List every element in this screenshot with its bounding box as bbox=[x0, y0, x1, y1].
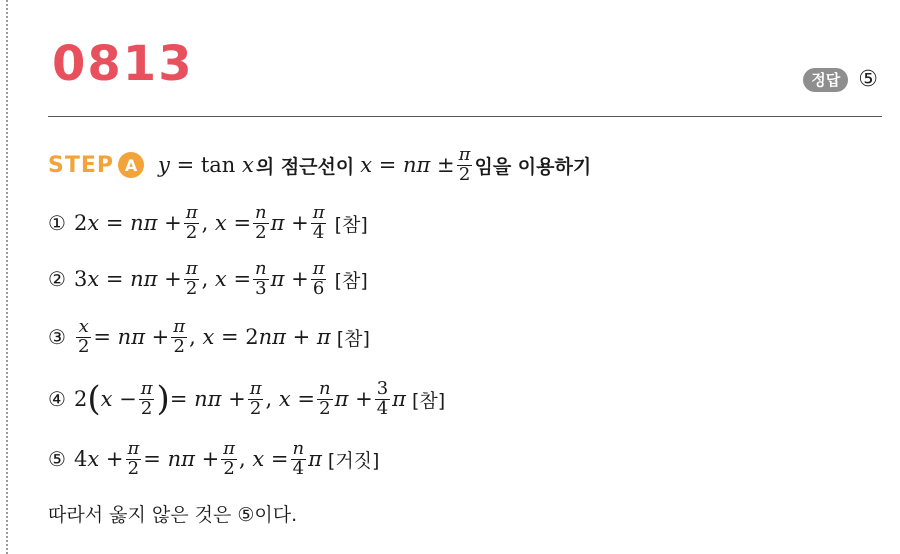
fraction: $\frac{n}{2}$ bbox=[319, 378, 331, 419]
conclusion-text: 따라서 옳지 않은 것은 ⑤이다. bbox=[48, 504, 298, 526]
item-formula: , x = bbox=[239, 447, 289, 472]
item-verdict: [참] bbox=[334, 213, 368, 236]
item-formula: = nπ + bbox=[143, 447, 220, 472]
item-verdict: [참] bbox=[411, 389, 446, 412]
problem-number: 0813 bbox=[52, 36, 194, 92]
list-item-3 bbox=[48, 318, 370, 357]
item-marker: ③ bbox=[48, 325, 66, 350]
fraction: $\frac{\pi}{2}$ bbox=[173, 316, 186, 357]
item-formula: x − bbox=[100, 387, 137, 412]
fraction-pi-over-2: $\frac{\pi}{2}$ bbox=[458, 144, 471, 185]
fraction: $\frac{\pi}{2}$ bbox=[140, 378, 153, 419]
left-paren: ( bbox=[87, 379, 101, 420]
fraction: $\frac{\pi}{2}$ bbox=[249, 378, 262, 419]
item-formula: 4x + bbox=[73, 447, 124, 472]
item-verdict: [참] bbox=[336, 327, 370, 350]
item-formula: π bbox=[308, 447, 322, 472]
fraction: $\frac{\pi}{2}$ bbox=[127, 438, 140, 479]
answer-value: ⑤ bbox=[858, 67, 878, 92]
item-formula: π bbox=[392, 387, 406, 412]
item-formula: , x = bbox=[265, 387, 316, 412]
item-marker: ② bbox=[48, 267, 66, 292]
fraction: $\frac{n}{2}$ bbox=[255, 202, 267, 243]
header-divider bbox=[48, 116, 882, 117]
formula-asymptote: x = nπ ± bbox=[360, 153, 455, 178]
step-letter-badge: A bbox=[118, 152, 144, 178]
list-item-2 bbox=[48, 260, 368, 299]
right-paren: ) bbox=[156, 379, 170, 420]
item-formula: 2 bbox=[73, 387, 88, 412]
item-verdict: [참] bbox=[334, 269, 368, 292]
fraction: $\frac{\pi}{4}$ bbox=[312, 202, 325, 243]
item-formula: π + bbox=[270, 211, 309, 236]
fraction: $\frac{\pi}{6}$ bbox=[312, 258, 325, 299]
answer-box bbox=[803, 68, 878, 92]
item-verdict: [거짓] bbox=[327, 449, 380, 472]
step-text-2: 임을 이용하기 bbox=[474, 155, 592, 178]
list-item-1 bbox=[48, 204, 368, 243]
list-item-5 bbox=[48, 440, 379, 479]
item-marker: ④ bbox=[48, 387, 66, 412]
step-label-text: STEP bbox=[48, 152, 115, 178]
item-formula: = nπ + bbox=[93, 325, 170, 350]
item-formula: = nπ + bbox=[169, 387, 246, 412]
item-formula: , x = 2nπ + π bbox=[189, 325, 331, 350]
list-item-4 bbox=[48, 380, 445, 419]
item-formula: , x = bbox=[201, 267, 252, 292]
step-label bbox=[48, 152, 158, 178]
step-line bbox=[48, 146, 591, 185]
item-formula: π + bbox=[334, 387, 373, 412]
fraction: $\frac{n}{3}$ bbox=[255, 258, 267, 299]
step-text-1: 의 점근선이 bbox=[255, 155, 355, 178]
item-formula: 2x = nπ + bbox=[73, 211, 182, 236]
fraction: $\frac{\pi}{2}$ bbox=[185, 202, 198, 243]
fraction: $\frac{3}{4}$ bbox=[376, 378, 389, 419]
answer-badge: 정답 bbox=[803, 68, 848, 92]
fraction: $\frac{n}{4}$ bbox=[292, 438, 305, 479]
item-marker: ① bbox=[48, 211, 66, 236]
item-marker: ⑤ bbox=[48, 447, 66, 472]
item-formula: 3x = nπ + bbox=[73, 267, 182, 292]
fraction: $\frac{x}{2}$ bbox=[77, 316, 90, 357]
fraction: $\frac{\pi}{2}$ bbox=[223, 438, 236, 479]
item-formula: , x = bbox=[201, 211, 252, 236]
conclusion-line bbox=[48, 500, 297, 527]
fraction: $\frac{\pi}{2}$ bbox=[185, 258, 198, 299]
formula-tangent: y = tan x bbox=[158, 153, 254, 178]
item-formula: π + bbox=[270, 267, 309, 292]
left-dotted-rule bbox=[6, 0, 8, 554]
